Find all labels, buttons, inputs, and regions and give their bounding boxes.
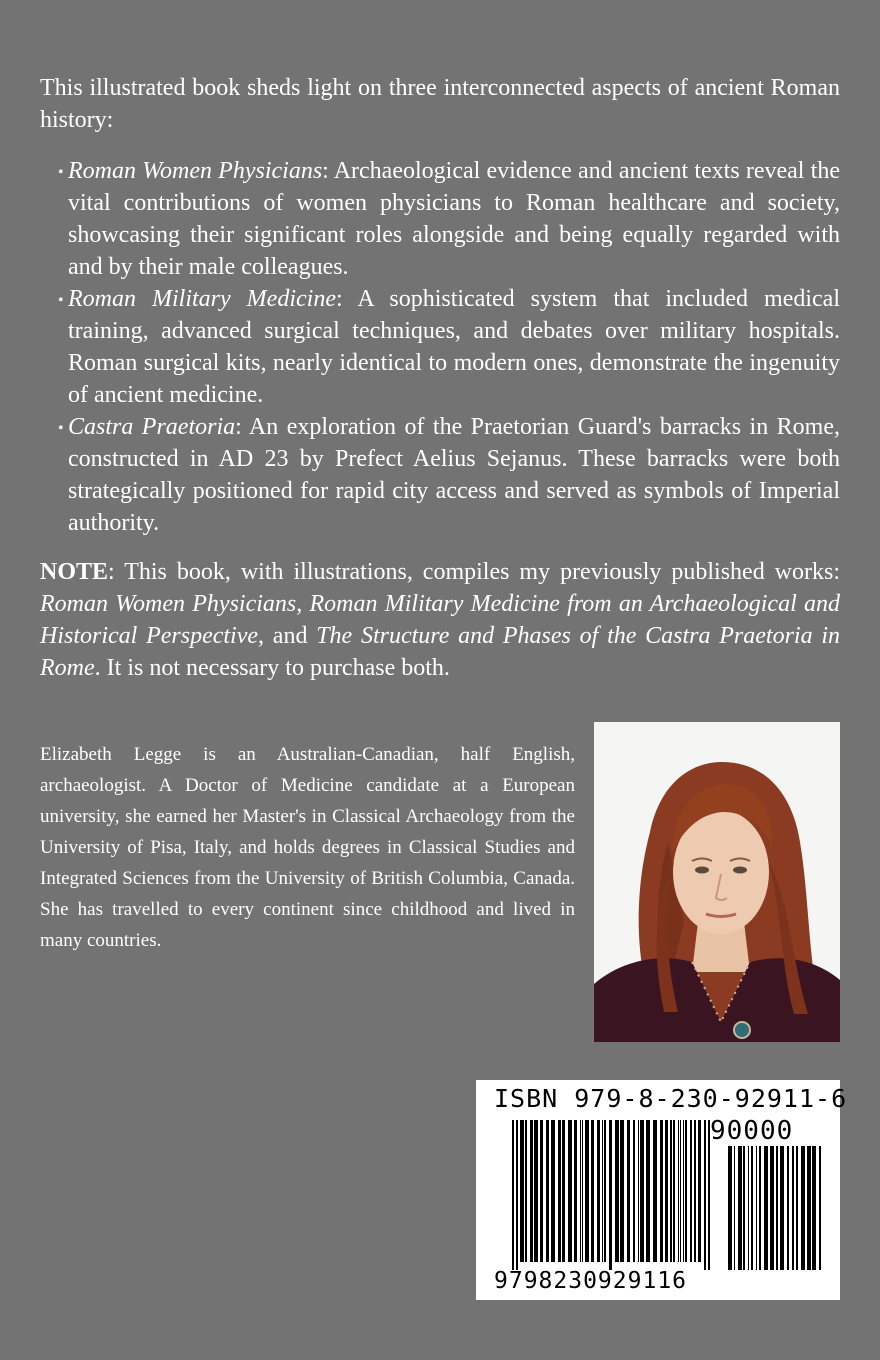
barcode-bar [738, 1146, 742, 1270]
barcode-bars [476, 1080, 840, 1300]
barcode-bar [516, 1120, 518, 1270]
item-term: Roman Military Medicine [68, 286, 336, 312]
price-code: 90000 [710, 1116, 794, 1146]
barcode-bar [597, 1120, 600, 1262]
barcode-bar [525, 1120, 527, 1262]
note-tail: . It is not necessary to purchase both. [94, 655, 450, 681]
ean-digits: 9798230929116 [494, 1268, 688, 1294]
barcode-bar [604, 1120, 606, 1262]
barcode-bar [748, 1146, 749, 1270]
barcode-bar [568, 1120, 572, 1262]
work-title: Roman Military Medicine from an Archaeological and Historical Perspective [40, 591, 840, 649]
barcode-bar [633, 1120, 635, 1262]
barcode-bar [638, 1120, 639, 1262]
barcode-bar [591, 1120, 594, 1262]
barcode-bar [620, 1120, 624, 1262]
item-text: : A sophisticated system that included medical training, advanced surgical techniques, and debates over military hospitals. Roman surgical kits, nearly identical to modern ones, demonstrate the ingenuity of ancient medicine. [68, 286, 840, 408]
isbn-label: ISBN 979-8-230-92911-6 [494, 1084, 848, 1113]
barcode-bar [734, 1146, 735, 1270]
item-text: : Archaeological evidence and ancient texts reveal the vital contributions of women physicians to Roman healthcare and society, showcasing their significant roles alongside and being equally regarded with and by their male colleagues. [68, 158, 840, 280]
note-label: NOTE [40, 559, 109, 585]
barcode-bar [690, 1120, 692, 1262]
barcode-bar [694, 1120, 696, 1262]
barcode-bar [704, 1120, 706, 1270]
barcode-bar [796, 1146, 798, 1270]
work-title: The Structure and Phases of the Castra Praetoria in Rome [40, 623, 840, 681]
barcode-bar [574, 1120, 577, 1262]
barcode-bar [751, 1146, 753, 1270]
barcode-bar [807, 1146, 811, 1270]
barcode-bar [562, 1120, 565, 1262]
list-item [40, 283, 840, 411]
isbn-barcode [476, 1080, 848, 1300]
barcode-bar [812, 1146, 816, 1270]
barcode-bar [653, 1120, 657, 1262]
barcode-bar [580, 1120, 581, 1262]
barcode-bar [660, 1120, 663, 1262]
barcode-bar [678, 1120, 679, 1262]
barcode-bar [819, 1146, 821, 1270]
barcode-bar [685, 1120, 687, 1262]
barcode-bar [759, 1146, 761, 1270]
barcode-bar [673, 1120, 675, 1262]
barcode-bar [512, 1120, 514, 1270]
aspects-list [40, 155, 840, 539]
barcode-bar [743, 1146, 745, 1270]
bullet-icon: • [58, 420, 64, 437]
work-title: Roman Women Physicians [40, 591, 297, 617]
barcode-bar [520, 1120, 524, 1262]
note-separator: , and [258, 623, 317, 649]
barcode-bar [530, 1120, 533, 1262]
barcode-bar [770, 1146, 774, 1270]
list-item [40, 155, 840, 283]
barcode-bar [640, 1120, 644, 1262]
barcode-bar [627, 1120, 630, 1262]
item-term: Roman Women Physicians [68, 158, 323, 184]
barcode-bar [764, 1146, 768, 1270]
barcode-bar [728, 1146, 732, 1270]
barcode-bar [680, 1120, 681, 1262]
barcode-bar [670, 1120, 672, 1262]
barcode-bar [801, 1146, 805, 1270]
barcode-bar [534, 1120, 538, 1262]
bullet-icon: • [58, 164, 64, 181]
note-lead: : This book, with illustrations, compiles my previously published works: [108, 559, 840, 585]
barcode-bar [609, 1120, 612, 1270]
barcode-bar [585, 1120, 589, 1262]
author-photo [594, 722, 840, 1042]
intro-paragraph: This illustrated book sheds light on three interconnected aspects of ancient Roman history: [40, 75, 840, 133]
barcode-bar [546, 1120, 549, 1262]
note-separator: , [296, 591, 310, 617]
bullet-icon: • [58, 292, 64, 309]
barcode-bar [787, 1146, 789, 1270]
barcode-bar [792, 1146, 794, 1270]
barcode-bar [615, 1120, 619, 1262]
barcode-bar [776, 1146, 778, 1270]
item-term: Castra Praetoria [68, 414, 236, 440]
barcode-bar [602, 1120, 603, 1262]
barcode-bar [698, 1120, 701, 1262]
barcode-bar [582, 1120, 583, 1262]
barcode-bar [756, 1146, 757, 1270]
barcode-bar [558, 1120, 561, 1262]
barcode-bar [540, 1120, 543, 1262]
barcode-bar [683, 1120, 684, 1262]
barcode-bar [665, 1120, 668, 1262]
list-item [40, 411, 840, 539]
author-portrait-illustration [594, 722, 840, 1042]
note-paragraph [40, 556, 840, 684]
barcode-bar [551, 1120, 555, 1262]
author-bio: Elizabeth Legge is an Australian-Canadian, half English, archaeologist. A Doctor of Medicine candidate at a European university, she earned her Master's in Classical Archaeology from the University of Pisa, Italy, and holds degrees in Classical Studies and Integrated Sciences from the University of British Columbia, Canada. She has travelled to every continent since childhood and lived in many countries. [40, 744, 575, 951]
barcode-bar [646, 1120, 650, 1262]
item-text: : An exploration of the Praetorian Guard's barracks in Rome, constructed in AD 23 by Prefect Aelius Sejanus. These barracks were both strategically positioned for rapid city access and served as symbols of Imperial authority. [68, 414, 840, 536]
barcode-bar [780, 1146, 784, 1270]
